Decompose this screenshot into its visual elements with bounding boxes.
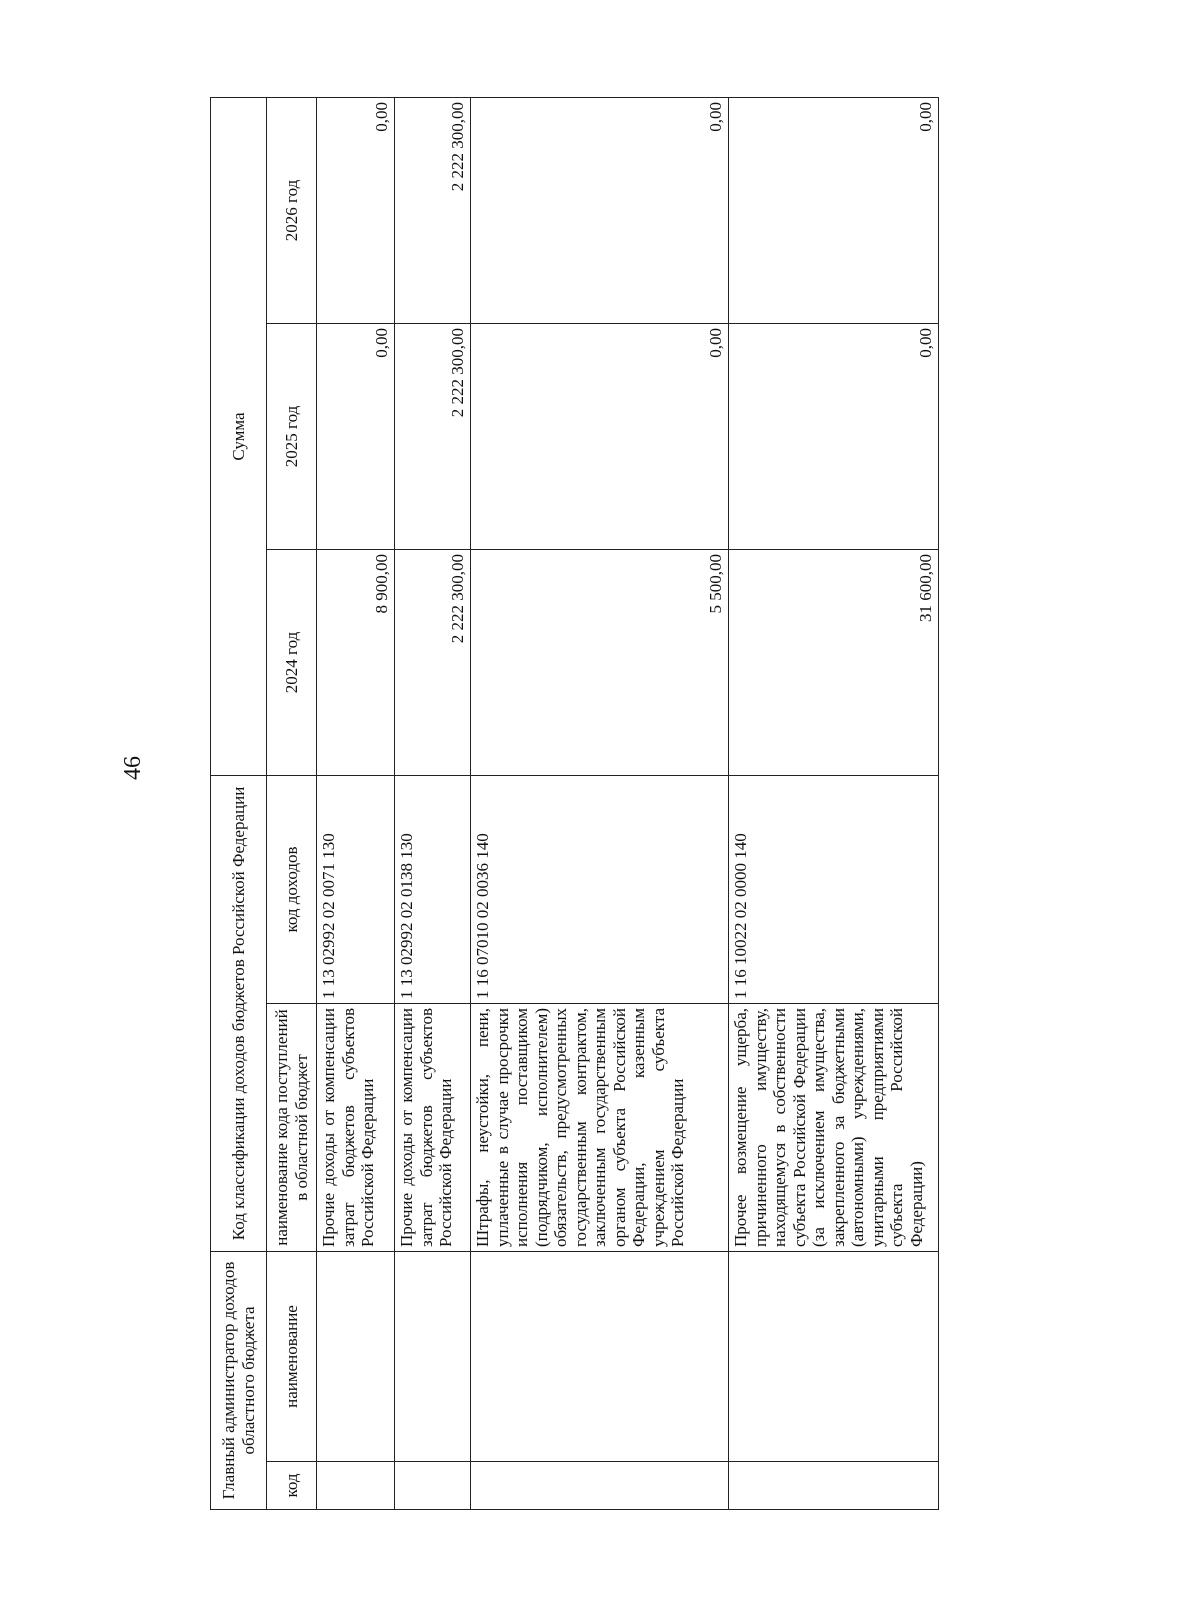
sum-2025-cell: 2 222 300,00 <box>395 323 471 549</box>
header-admin-name: наименование <box>267 1252 317 1462</box>
revenue-name-cell: Прочие доходы от компенсации затрат бюджетов субъектов Российской Федерации <box>395 1004 471 1252</box>
revenue-code-cell: 1 16 10022 02 0000 140 <box>729 775 939 1003</box>
rotated-document <box>210 98 950 1510</box>
revenue-code-cell: 1 13 02992 02 0138 130 <box>395 775 471 1003</box>
sum-2024-cell: 8 900,00 <box>317 549 395 775</box>
header-admin-code: код <box>267 1462 317 1510</box>
header-kbk-name: наименование кода поступлений в областной бюджет <box>267 1004 317 1252</box>
table-row <box>395 97 471 1509</box>
admin-code-cell <box>395 1462 471 1510</box>
admin-name-cell <box>395 1252 471 1462</box>
revenue-code-cell: 1 13 02992 02 0071 130 <box>317 775 395 1003</box>
page-number: 46 <box>120 756 146 780</box>
sum-2024-cell: 2 222 300,00 <box>395 549 471 775</box>
table-row <box>317 97 395 1509</box>
header-admin-group: Главный администратор доходов областного бюджета <box>211 1252 267 1510</box>
revenue-name-cell: Штрафы, неустойки, пени, уплаченные в случае просрочки исполнения поставщиком (подрядчиком, исполнителем) обязательств, предусмотренных государственным контрактом, заключенным государственным органом субъекта Российской Федерации, казенным учреждением субъекта Российской Федерации <box>471 1004 729 1252</box>
sum-2024-cell: 5 500,00 <box>471 549 729 775</box>
table-row <box>729 97 939 1509</box>
header-sum-group: Сумма <box>211 97 267 775</box>
admin-code-cell <box>729 1462 939 1510</box>
table-row <box>471 97 729 1509</box>
sum-2026-cell: 2 222 300,00 <box>395 97 471 323</box>
header-year-2025: 2025 год <box>267 323 317 549</box>
header-kbk-code: код доходов <box>267 775 317 1003</box>
admin-code-cell <box>471 1462 729 1510</box>
header-row-2 <box>267 97 317 1509</box>
admin-code-cell <box>317 1462 395 1510</box>
header-year-2024: 2024 год <box>267 549 317 775</box>
admin-name-cell <box>729 1252 939 1462</box>
sum-2026-cell: 0,00 <box>471 97 729 323</box>
revenue-table <box>210 97 939 1510</box>
header-row-1 <box>211 97 267 1509</box>
sum-2026-cell: 0,00 <box>317 97 395 323</box>
sum-2025-cell: 0,00 <box>471 323 729 549</box>
sum-2026-cell: 0,00 <box>729 97 939 323</box>
revenue-name-cell: Прочее возмещение ущерба, причиненного имуществу, находящемуся в собственности субъекта Российской Федерации (за исключением имущества, закрепленного за бюджетными (автономными) учреждениями, унитарными предприятиями субъекта Российской Федерации) <box>729 1004 939 1252</box>
header-kbk-group: Код классификации доходов бюджетов Российской Федерации <box>211 775 267 1251</box>
header-year-2026: 2026 год <box>267 97 317 323</box>
sum-2025-cell: 0,00 <box>317 323 395 549</box>
sum-2025-cell: 0,00 <box>729 323 939 549</box>
admin-name-cell <box>317 1252 395 1462</box>
revenue-code-cell: 1 16 07010 02 0036 140 <box>471 775 729 1003</box>
sum-2024-cell: 31 600,00 <box>729 549 939 775</box>
revenue-name-cell: Прочие доходы от компенсации затрат бюджетов субъектов Российской Федерации <box>317 1004 395 1252</box>
admin-name-cell <box>471 1252 729 1462</box>
